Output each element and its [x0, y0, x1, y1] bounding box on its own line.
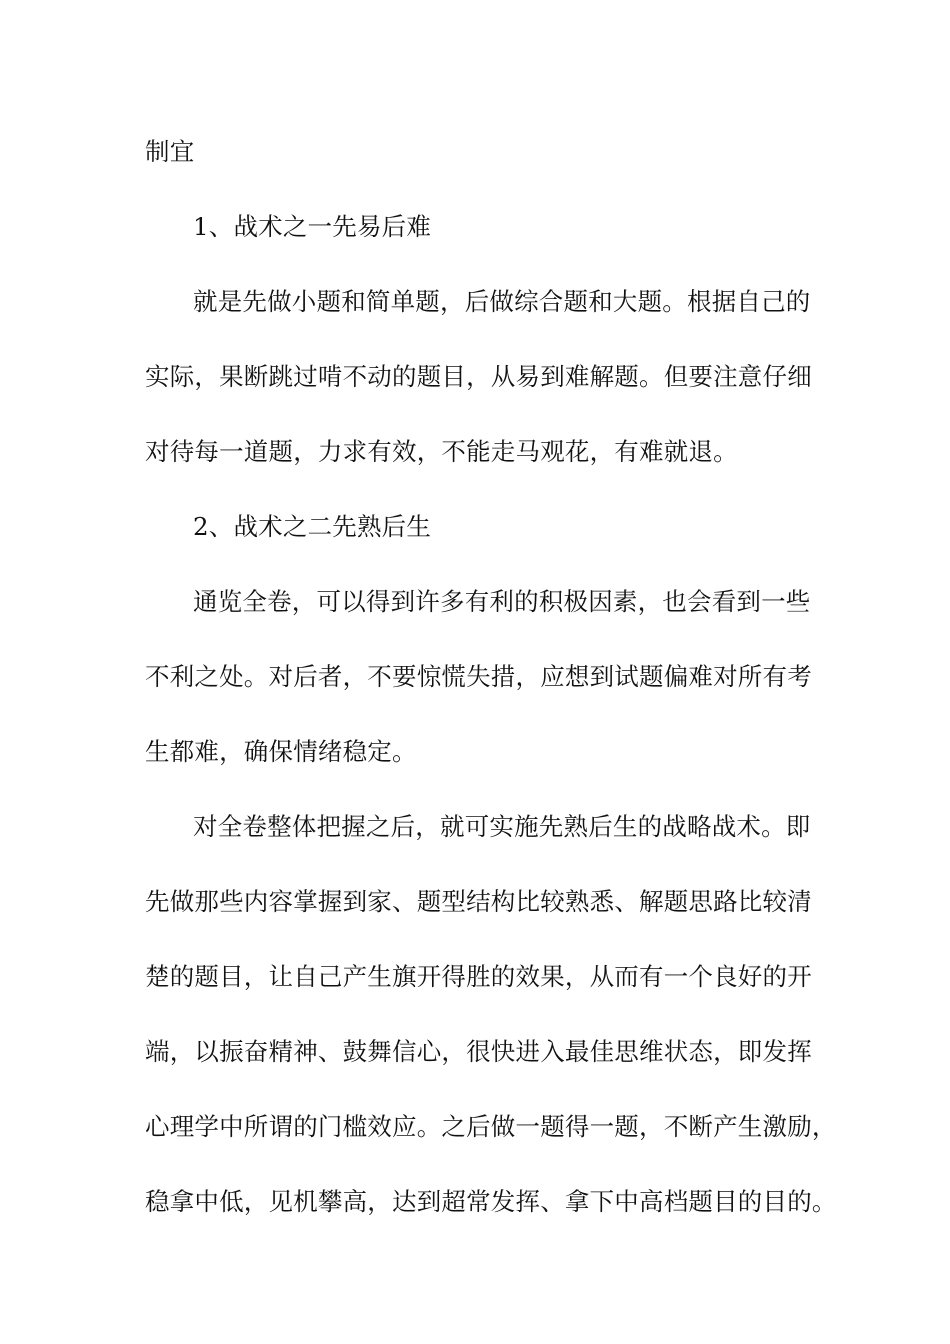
text-line: 就是先做小题和简单题，后做综合题和大题。根据自己的 — [193, 287, 811, 316]
section-heading: 1、战术之一先易后难 — [193, 212, 432, 241]
text-line: 先做那些内容掌握到家、题型结构比较熟悉、解题思路比较清 — [145, 887, 812, 916]
text-line: 不利之处。对后者，不要惊慌失措，应想到试题偏难对所有考 — [145, 662, 812, 691]
section-heading: 2、战术之二先熟后生 — [193, 512, 432, 541]
text-line: 通览全卷，可以得到许多有利的积极因素，也会看到一些 — [193, 587, 811, 616]
text-line: 端，以振奋精神、鼓舞信心，很快进入最佳思维状态，即发挥 — [145, 1037, 812, 1066]
text-line: 楚的题目，让自己产生旗开得胜的效果，从而有一个良好的开 — [145, 962, 812, 991]
text-line: 对全卷整体把握之后，就可实施先熟后生的战略战术。即 — [193, 812, 811, 841]
text-line: 制宜 — [145, 137, 195, 166]
text-line: 生都难，确保情绪稳定。 — [145, 737, 417, 766]
text-line: 对待每一道题，力求有效，不能走马观花，有难就退。 — [145, 437, 738, 466]
text-line: 稳拿中低，见机攀高，达到超常发挥、拿下中高档题目的目的。 — [145, 1187, 837, 1216]
text-line: 实际，果断跳过啃不动的题目，从易到难解题。但要注意仔细 — [145, 362, 812, 391]
text-line: 心理学中所谓的门槛效应。之后做一题得一题，不断产生激励， — [145, 1112, 837, 1141]
